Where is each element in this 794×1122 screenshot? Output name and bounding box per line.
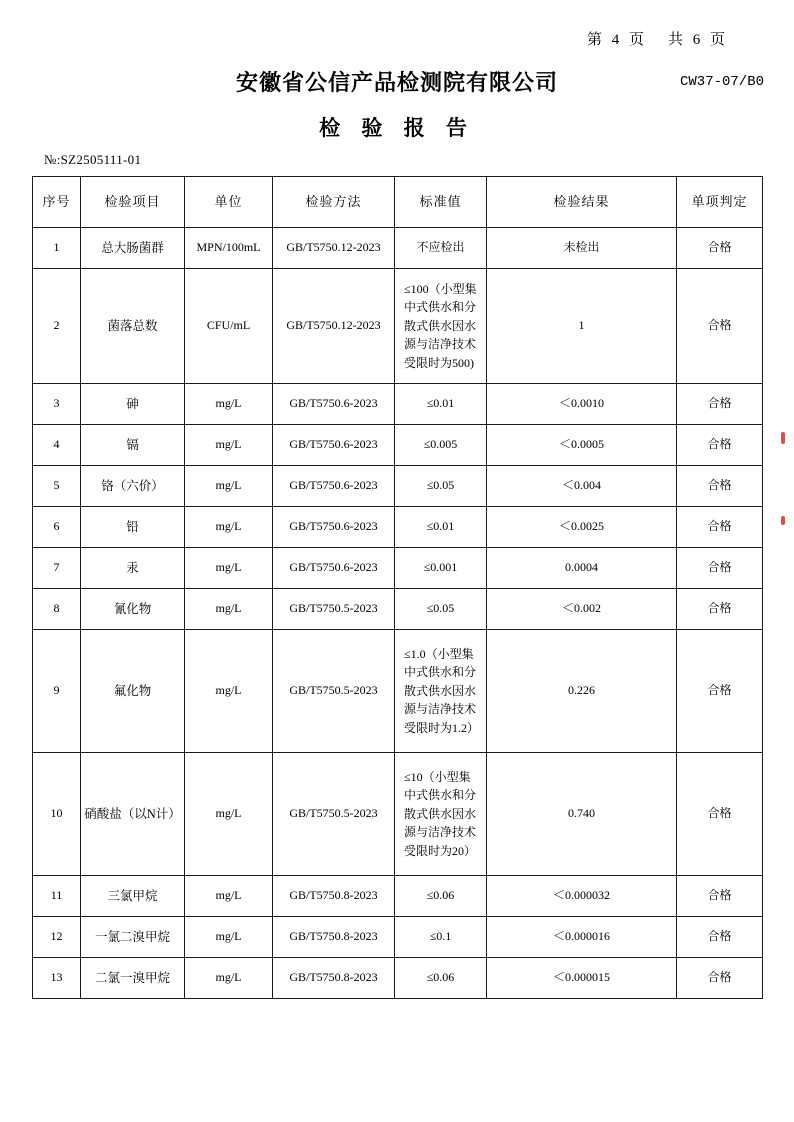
table-row <box>33 507 763 548</box>
cell-standard-value: ≤0.06 <box>395 876 487 917</box>
cell-standard-value: ≤1.0（小型集中式供水和分散式供水因水源与洁净技术受限时为1.2） <box>395 630 487 753</box>
cell-unit: mg/L <box>185 876 273 917</box>
column-header-judgement: 单项判定 <box>677 177 763 228</box>
cell-judgement: 合格 <box>677 958 763 999</box>
table-row <box>33 630 763 753</box>
column-header-unit: 单位 <box>185 177 273 228</box>
cell-sequence-number: 3 <box>33 384 81 425</box>
cell-inspection-result: 1 <box>487 269 677 384</box>
table-header-row <box>33 177 763 228</box>
margin-mark-lower <box>781 516 785 525</box>
cell-sequence-number: 11 <box>33 876 81 917</box>
cell-unit: mg/L <box>185 958 273 999</box>
cell-inspection-item: 硝酸盐（以N计） <box>81 753 185 876</box>
column-header-standard: 标准值 <box>395 177 487 228</box>
cell-standard-value: 不应检出 <box>395 228 487 269</box>
cell-inspection-result: ＜0.0010 <box>487 384 677 425</box>
page-current: 4 <box>611 32 621 48</box>
table-row <box>33 425 763 466</box>
table-row <box>33 753 763 876</box>
column-header-item: 检验项目 <box>81 177 185 228</box>
cell-inspection-item: 氰化物 <box>81 589 185 630</box>
cell-unit: mg/L <box>185 384 273 425</box>
cell-inspection-method: GB/T5750.6-2023 <box>273 384 395 425</box>
cell-sequence-number: 8 <box>33 589 81 630</box>
cell-inspection-item: 铅 <box>81 507 185 548</box>
cell-unit: mg/L <box>185 753 273 876</box>
inspection-results-table <box>32 176 763 999</box>
cell-judgement: 合格 <box>677 425 763 466</box>
cell-inspection-result: ＜0.0005 <box>487 425 677 466</box>
page-label-prefix: 第 <box>586 32 603 48</box>
page-total: 6 <box>692 32 702 48</box>
cell-inspection-item: 铬（六价） <box>81 466 185 507</box>
page-title: 检 验 报 告 <box>319 116 475 140</box>
cell-inspection-result: ＜0.000032 <box>487 876 677 917</box>
cell-sequence-number: 10 <box>33 753 81 876</box>
cell-inspection-result: 0.0004 <box>487 548 677 589</box>
cell-inspection-item: 汞 <box>81 548 185 589</box>
cell-inspection-method: GB/T5750.12-2023 <box>273 228 395 269</box>
cell-judgement: 合格 <box>677 269 763 384</box>
cell-sequence-number: 6 <box>33 507 81 548</box>
cell-inspection-item: 一氯二溴甲烷 <box>81 917 185 958</box>
table-row <box>33 917 763 958</box>
cell-inspection-result: 0.740 <box>487 753 677 876</box>
cell-inspection-item: 镉 <box>81 425 185 466</box>
cell-standard-value: ≤0.01 <box>395 384 487 425</box>
cell-sequence-number: 13 <box>33 958 81 999</box>
cell-standard-value: ≤10（小型集中式供水和分散式供水因水源与洁净技术受限时为20） <box>395 753 487 876</box>
cell-inspection-result: ＜0.002 <box>487 589 677 630</box>
cell-judgement: 合格 <box>677 753 763 876</box>
cell-inspection-item: 菌落总数 <box>81 269 185 384</box>
cell-standard-value: ≤0.1 <box>395 917 487 958</box>
cell-sequence-number: 1 <box>33 228 81 269</box>
cell-inspection-item: 三氯甲烷 <box>81 876 185 917</box>
column-header-method: 检验方法 <box>273 177 395 228</box>
cell-judgement: 合格 <box>677 876 763 917</box>
table-row <box>33 548 763 589</box>
cell-standard-value: ≤0.005 <box>395 425 487 466</box>
table-row <box>33 466 763 507</box>
cell-inspection-method: GB/T5750.8-2023 <box>273 958 395 999</box>
cell-judgement: 合格 <box>677 466 763 507</box>
margin-mark-upper <box>781 432 785 444</box>
cell-standard-value: ≤0.01 <box>395 507 487 548</box>
cell-judgement: 合格 <box>677 917 763 958</box>
page-number <box>585 28 728 49</box>
cell-inspection-result: ＜0.000016 <box>487 917 677 958</box>
table-row <box>33 384 763 425</box>
column-header-no: 序号 <box>33 177 81 228</box>
form-code: CW37-07/B0 <box>679 74 764 90</box>
cell-inspection-result: 未检出 <box>487 228 677 269</box>
cell-unit: mg/L <box>185 548 273 589</box>
table-row <box>33 876 763 917</box>
cell-sequence-number: 9 <box>33 630 81 753</box>
cell-sequence-number: 12 <box>33 917 81 958</box>
cell-inspection-result: ＜0.0025 <box>487 507 677 548</box>
table-row <box>33 958 763 999</box>
cell-inspection-result: ＜0.004 <box>487 466 677 507</box>
page-label-mid: 页 <box>628 32 645 48</box>
cell-judgement: 合格 <box>677 384 763 425</box>
cell-unit: mg/L <box>185 507 273 548</box>
table-row <box>33 589 763 630</box>
page-total-prefix: 共 <box>667 32 684 48</box>
cell-sequence-number: 7 <box>33 548 81 589</box>
cell-unit: mg/L <box>185 917 273 958</box>
cell-inspection-method: GB/T5750.12-2023 <box>273 269 395 384</box>
organization-title: 安徽省公信产品检测院有限公司 <box>235 70 558 95</box>
cell-inspection-result: ＜0.000015 <box>487 958 677 999</box>
cell-inspection-item: 总大肠菌群 <box>81 228 185 269</box>
cell-standard-value: ≤0.05 <box>395 589 487 630</box>
cell-judgement: 合格 <box>677 630 763 753</box>
cell-standard-value: ≤0.05 <box>395 466 487 507</box>
cell-inspection-method: GB/T5750.8-2023 <box>273 876 395 917</box>
page-label-suffix: 页 <box>709 32 726 48</box>
column-header-result: 检验结果 <box>487 177 677 228</box>
cell-judgement: 合格 <box>677 548 763 589</box>
cell-unit: MPN/100mL <box>185 228 273 269</box>
cell-inspection-item: 氟化物 <box>81 630 185 753</box>
cell-inspection-method: GB/T5750.6-2023 <box>273 466 395 507</box>
cell-standard-value: ≤0.001 <box>395 548 487 589</box>
table-row <box>33 269 763 384</box>
cell-unit: CFU/mL <box>185 269 273 384</box>
cell-inspection-method: GB/T5750.6-2023 <box>273 507 395 548</box>
cell-inspection-method: GB/T5750.5-2023 <box>273 630 395 753</box>
cell-unit: mg/L <box>185 466 273 507</box>
cell-unit: mg/L <box>185 630 273 753</box>
cell-sequence-number: 2 <box>33 269 81 384</box>
report-number: №:SZ2505111-01 <box>44 152 142 167</box>
cell-judgement: 合格 <box>677 228 763 269</box>
cell-sequence-number: 5 <box>33 466 81 507</box>
cell-sequence-number: 4 <box>33 425 81 466</box>
cell-inspection-method: GB/T5750.5-2023 <box>273 753 395 876</box>
cell-unit: mg/L <box>185 425 273 466</box>
cell-standard-value: ≤0.06 <box>395 958 487 999</box>
cell-inspection-result: 0.226 <box>487 630 677 753</box>
cell-judgement: 合格 <box>677 589 763 630</box>
cell-inspection-method: GB/T5750.5-2023 <box>273 589 395 630</box>
cell-inspection-item: 砷 <box>81 384 185 425</box>
cell-inspection-item: 二氯一溴甲烷 <box>81 958 185 999</box>
cell-inspection-method: GB/T5750.6-2023 <box>273 425 395 466</box>
cell-unit: mg/L <box>185 589 273 630</box>
cell-judgement: 合格 <box>677 507 763 548</box>
table-row <box>33 228 763 269</box>
cell-inspection-method: GB/T5750.8-2023 <box>273 917 395 958</box>
cell-inspection-method: GB/T5750.6-2023 <box>273 548 395 589</box>
cell-standard-value: ≤100（小型集中式供水和分散式供水因水源与洁净技术受限时为500) <box>395 269 487 384</box>
